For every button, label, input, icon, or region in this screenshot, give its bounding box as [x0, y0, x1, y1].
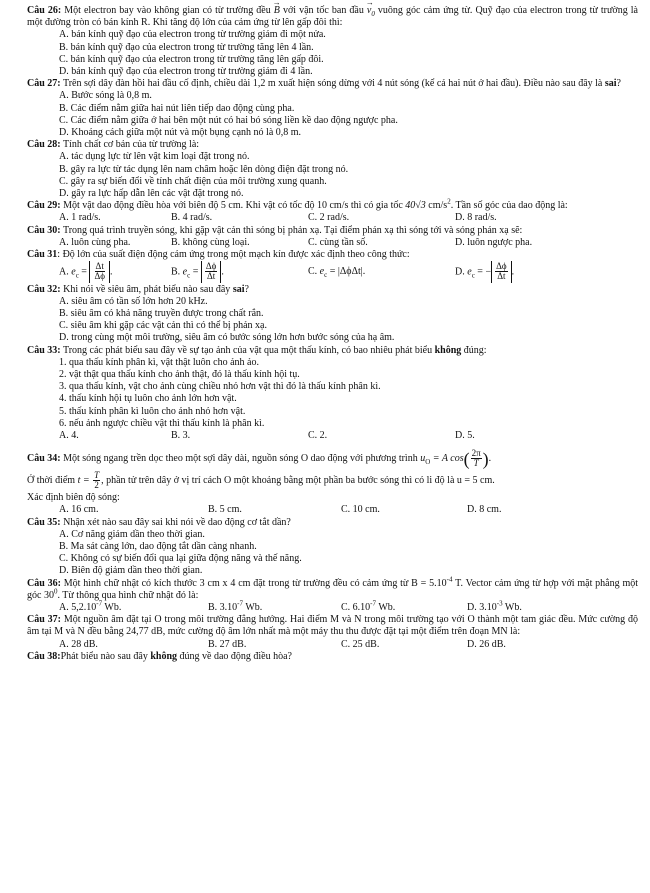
question-34-time: Ở thời điểm t = $\frac{T}{2}$ , phần tử trên dây ở vị trí cách O một khoảng bằng một phần ba bước sóng thì có li độ là u = 5 cm. [27, 470, 495, 491]
option-a[interactable]: A. 16 cm. [59, 504, 99, 516]
options-row [27, 237, 638, 249]
question-34 [27, 448, 638, 516]
option-a[interactable]: A. Cơ năng giảm dần theo thời gian. [59, 528, 205, 540]
option-d[interactable]: D. 26 dB. [467, 638, 506, 650]
absolute-value: $\frac{\Delta\phi}{\Delta t}$ [491, 261, 512, 283]
option-d[interactable]: D. $e_c$ = − $\frac{\Delta\phi}{\Delta t}$ . [455, 261, 515, 282]
question-27-stem: Câu 27: Trên sợi dây đàn hồi hai đầu cố định, chiều dài 1,2 m xuất hiện sóng dừng với 4 nút sóng (kể cả hai nút ở hai đầu). Điều nào sau đây là sai? [27, 78, 621, 90]
question-37 [27, 614, 638, 651]
option-c[interactable]: C. cùng tần số. [308, 236, 368, 248]
absolute-value: $\frac{\Delta t}{\Delta\phi}$ [89, 261, 110, 283]
option-b[interactable]: B. Ma sát càng lớn, dao động tắt dần càng nhanh. [59, 541, 257, 553]
statement-5: 5. thấu kính phân kì luôn cho ảnh nhỏ hơn vật. [59, 405, 246, 417]
question-34-ask: Xác định biên độ sóng: [27, 492, 120, 504]
acceleration-value: 40√3 [405, 200, 426, 212]
options-row [27, 430, 638, 442]
option-c[interactable]: C. 25 dB. [341, 638, 380, 650]
option-d[interactable]: D. 8 cm. [467, 504, 502, 516]
question-number: Câu 31 [27, 249, 58, 261]
option-b[interactable]: B. 27 dB. [208, 638, 247, 650]
question-number: Câu 30: [27, 224, 61, 236]
option-a[interactable]: A. luôn cùng pha. [59, 236, 131, 248]
question-38 [27, 651, 638, 663]
question-32-stem: Câu 32: Khi nói về siêu âm, phát biểu nào sau đây sai? [27, 283, 249, 295]
option-b[interactable]: B. không cùng loại. [171, 236, 250, 248]
question-31-stem: Câu 31: Độ lớn của suất điện động cảm ứng trong một mạch kín được xác định theo công thức: [27, 249, 410, 261]
option-a[interactable]: A. $5,2.10^{-7}$ Wb. [59, 599, 122, 614]
option-d[interactable]: D. 8 rad/s. [455, 212, 497, 224]
question-number: Câu 29: [27, 200, 61, 212]
option-a[interactable]: A. siêu âm có tần số lớn hơn 20 kHz. [59, 295, 208, 307]
question-31 [27, 249, 638, 284]
fraction-T-over-2: $\frac{T}{2}$ [94, 470, 100, 491]
question-number: Câu 36: [27, 577, 61, 589]
option-a[interactable]: A. 1 rad/s. [59, 212, 101, 224]
option-c[interactable]: C. $e_c = |\Delta\phi\Delta t|$. [308, 266, 366, 280]
statement-2: 2. vật thật qua thấu kính cho ảnh thật, đó là thấu kính hội tụ. [59, 368, 300, 380]
option-d[interactable]: D. gây ra lực hấp dẫn lên các vật đặt trong nó. [59, 188, 244, 200]
question-30 [27, 225, 638, 249]
option-a[interactable]: A. $e_c$ = $\frac{\Delta t}{\Delta\phi}$ . [59, 261, 113, 282]
vector-v0: → $v_0$ [367, 5, 375, 17]
option-d[interactable]: D. Khoảng cách giữa một nút và một bụng cạnh nó là 0,8 m. [59, 127, 302, 139]
option-b[interactable]: B. $3.10^{-7}$ Wb. [208, 599, 263, 614]
question-28-stem: Câu 28: Tính chất cơ bản của từ trường là: [27, 139, 200, 151]
vector-B: → B [274, 5, 280, 17]
option-c[interactable]: C. Các điểm nằm giữa ở hai bên một nút có hai bó sóng liền kề dao động ngược pha. [59, 114, 398, 126]
option-a[interactable]: A. tác dụng lực từ lên vật kim loại đặt trong nó. [59, 151, 250, 163]
statement-3: 3. qua thấu kính, vật cho ảnh cùng chiều nhỏ hơn vật thì đó là thấu kính phân kì. [59, 381, 381, 393]
option-b[interactable]: B. 3. [171, 430, 191, 441]
question-30-stem: Câu 30: Trong quá trình truyền sóng, khi gặp vật cản thì sóng bị phản xạ. Tại điểm phản xạ thì sóng tới và sóng phản xạ sẽ: [27, 224, 523, 236]
option-c[interactable]: C. 10 cm. [341, 504, 380, 516]
question-number: Câu 35: [27, 516, 61, 528]
question-number: Câu 38: [27, 650, 61, 662]
question-number: Câu 37: [27, 614, 61, 626]
question-27 [27, 78, 638, 139]
question-number: Câu 28: [27, 139, 61, 151]
question-26 [27, 5, 638, 78]
question-29-stem: Câu 29: Một vật dao động điều hòa với biên độ 5 cm. Khi vật có tốc độ 10 cm/s thì có gia tốc 40√3 $cm/s^2$. Tần số góc của dao động là: [27, 197, 568, 212]
options-row [27, 639, 638, 651]
option-a[interactable]: A. 4. [59, 430, 79, 441]
option-c[interactable]: C. siêu âm khi gặp các vật cản thì có thể bị phản xạ. [59, 320, 267, 332]
option-d[interactable]: D. $3.10^{-3}$ Wb. [467, 599, 522, 614]
options-row [27, 599, 638, 614]
question-33-stem: Câu 33: Trong các phát biểu sau đây về sự tạo ảnh của vật qua một thấu kính, có bao nhiêu phát biểu không đúng: [27, 344, 487, 356]
option-b[interactable]: B. $e_c$ = $\frac{\Delta\phi}{\Delta t}$ . [171, 261, 224, 282]
statement-4: 4. thấu kính hội tụ luôn cho ảnh lớn hơn vật. [59, 393, 237, 405]
question-number: Câu 33: [27, 344, 61, 356]
question-35 [27, 517, 638, 578]
statement-6: 6. nếu ảnh ngược chiều vật thì thấu kính là phân kì. [59, 417, 265, 429]
question-36 [27, 575, 638, 615]
question-28 [27, 139, 638, 200]
option-a[interactable]: A. bán kính quỹ đạo của electron trong từ trường giảm đi một nửa. [59, 29, 326, 41]
question-26-stem: Câu 26: Một electron bay vào không gian có từ trường đều → B với vận tốc ban đầu → $v_0$ vuông góc cảm ứng từ. Quỹ đạo của electron trong từ trường là một đường tròn có bán kính R. Khi tăng độ lớn của cảm ứng từ lên gấp đôi thì: [27, 5, 638, 29]
question-number: Câu 32: [27, 283, 61, 295]
question-33 [27, 345, 638, 443]
fraction-2pi-over-T: $\frac{2\pi}{T}$ [471, 448, 481, 469]
option-a[interactable]: A. 28 dB. [59, 638, 98, 650]
option-c[interactable]: C. $6.10^{-7}$ Wb. [341, 599, 396, 614]
option-c[interactable]: C. Không có sự biến đổi qua lại giữa động năng và thế năng. [59, 553, 302, 565]
question-37-stem: Câu 37: Một nguồn âm đặt tại O trong môi trường đẳng hướng. Hai điểm M và N trong môi trường tạo với O thành một tam giác đều. Mức cường độ âm tại M và N đều bằng 24,77 dB, mức cường độ âm lớn nhất mà một máy thu thu được đặt tại một điểm trên đoạn MN là: [27, 614, 638, 638]
option-b[interactable]: B. gây ra lực từ tác dụng lên nam châm hoặc lên dòng điện đặt trong nó. [59, 163, 349, 175]
question-35-stem: Câu 35: Nhận xét nào sau đây sai khi nói về dao động cơ tắt dần? [27, 516, 291, 528]
question-38-stem: Câu 38:Phát biểu nào sau đây không đúng về dao động điều hòa? [27, 650, 292, 662]
options-row [27, 504, 638, 516]
question-number: Câu 34: [27, 453, 61, 465]
option-d[interactable]: D. bán kính quỹ đạo của electron trong từ trường giảm đi 4 lần. [59, 66, 313, 78]
question-number: Câu 27: [27, 78, 61, 90]
option-c[interactable]: C. 2. [308, 430, 328, 441]
option-c[interactable]: C. gây ra sự biến đổi về tính chất điện của môi trường xung quanh. [59, 175, 327, 187]
option-b[interactable]: B. siêu âm có khả năng truyền được trong chất rắn. [59, 307, 264, 319]
statement-1: 1. qua thấu kính phân kì, vật thật luôn cho ảnh ảo. [59, 356, 259, 368]
absolute-value: $\frac{\Delta\phi}{\Delta t}$ [201, 261, 222, 283]
option-c[interactable]: C. 2 rad/s. [308, 212, 350, 224]
option-b[interactable]: B. 4 rad/s. [171, 212, 213, 224]
option-b[interactable]: B. 5 cm. [208, 504, 242, 516]
question-number: Câu 26: [27, 5, 62, 16]
question-36-stem: Câu 36: Một hình chữ nhật có kích thước 3 cm x 4 cm đặt trong từ trường đều có cảm ứng từ $B = 5.10^{-4}$ T. Vector cảm ứng từ hợp với mặt phẳng một góc $30^0$. Từ thông qua hình chữ nhật đó là: [27, 575, 638, 601]
question-32 [27, 284, 638, 345]
option-d[interactable]: D. 5. [455, 430, 475, 441]
option-b[interactable]: B. Các điểm nằm giữa hai nút liên tiếp dao động cùng pha. [59, 102, 295, 114]
option-d[interactable]: D. Biên độ giảm dần theo thời gian. [59, 565, 203, 577]
options-row [27, 212, 638, 224]
option-d[interactable]: D. luôn ngược pha. [455, 236, 533, 248]
question-29 [27, 197, 638, 224]
options-row [27, 261, 638, 283]
option-a[interactable]: A. Bước sóng là 0,8 m. [59, 90, 152, 102]
question-34-stem: Câu 34: Một sóng ngang trền dọc theo một sợi dây dài, nguồn sóng O dao động với phương trình $u_O = A$ cos( $\frac{2\pi}{T}$ ). [27, 448, 492, 469]
option-c[interactable]: C. bán kính quỹ đạo của electron trong từ trường tăng lên gấp đôi. [59, 53, 324, 65]
option-d[interactable]: D. trong cùng một môi trường, siêu âm có bước sóng lớn hơn bước sóng của hạ âm. [59, 332, 395, 344]
option-b[interactable]: B. bán kính quỹ đạo của electron trong từ trường tăng lên 4 lần. [59, 41, 314, 53]
